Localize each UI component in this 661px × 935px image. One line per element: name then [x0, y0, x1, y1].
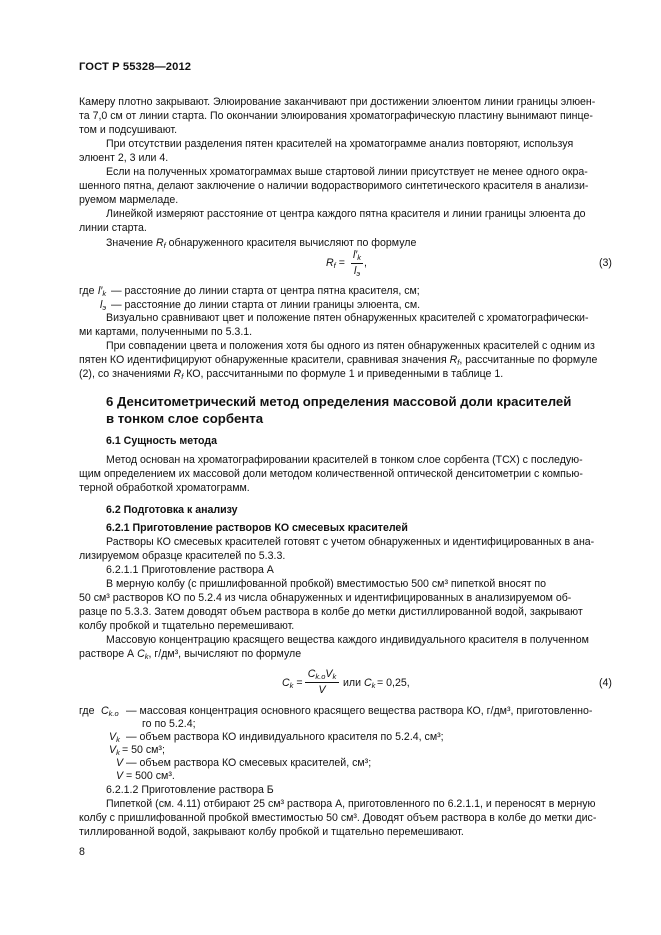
variable-value: = 50 см³; [122, 744, 165, 756]
body-line: терной обработкой хроматограмм. [79, 482, 250, 494]
variable-symbol: V [116, 757, 124, 769]
body-line: лизируемом образце красителей по 5.3.3. [79, 550, 286, 562]
ck-symbol: $C_k$ [137, 648, 149, 661]
variable-description: — расстояние до линии старта от линии границы элюента, см. [111, 299, 421, 311]
intro-line: При отсутствии разделения пятен красителей на хроматограмме анализ повторяют, используя [106, 138, 574, 150]
page-header-title: ГОСТ Р 55328—2012 [79, 61, 192, 73]
variable-symbol: $l_э$ [100, 299, 107, 312]
where-label: где [79, 705, 95, 717]
formula-4-lhs: $C_k$ = [282, 677, 303, 690]
subsection-heading: 6.2 Подготовка к анализу [106, 504, 238, 516]
body-line: разце по 5.3.3. Затем доводят объем раствора в колбе до метки дистиллированной водой, закрывают [79, 606, 583, 618]
rf-symbol: $R_f$ [449, 354, 460, 367]
body-line: колбу пробкой и тщательно перемешивают. [79, 620, 295, 632]
rf-symbol: $R_f$ [173, 368, 184, 381]
formula-3-denominator: $l_э$ [353, 265, 361, 278]
variable-description: — расстояние до линии старта от центра пятна красителя, см; [111, 285, 420, 297]
subsection-heading: 6.2.1.1 Приготовление раствора А [106, 564, 274, 576]
formula-3-number: (3) [599, 257, 612, 269]
where-label: где [79, 285, 95, 297]
body-line: Пипеткой (см. 4.11) отбирают 25 см³ раствора А, приготовленного по 6.2.1.1, и переносят в мерную [106, 798, 596, 810]
body-line: Растворы КО смесевых красителей готовят с учетом обнаруженных и идентифицированных в ана- [106, 536, 595, 548]
formula-4-numerator: $C_{k.o}V_k$ [307, 668, 337, 681]
intro-line: руемом мармеладе. [79, 194, 179, 206]
formula-4-denominator: V [318, 684, 326, 696]
intro-line: Если на полученных хроматограммах выше стартовой линии присутствует не менее одного окра- [106, 166, 588, 178]
formula-4-or: или [343, 677, 362, 689]
formula-4-number: (4) [599, 677, 612, 689]
variable-value: = 500 см³. [126, 770, 175, 782]
intro-line: шенного пятна, делают заключение о наличии водорастворимого синтетического красителя в анализи- [79, 180, 589, 192]
variable-symbol: V [116, 770, 124, 782]
section-6-title: в тонком слое сорбента [106, 411, 264, 426]
formula-4-rhs-value: = 0,25, [377, 677, 410, 689]
page-number: 8 [79, 846, 85, 858]
variable-description: го по 5.2.4; [142, 718, 196, 730]
body-line: (2), со значениями $R_f$ КО, рассчитанными по формуле 1 и приведенными в таблице 1. [79, 368, 504, 381]
body-line: тиллированной водой, закрывают колбу пробкой и тщательно перемешивают. [79, 826, 464, 838]
body-line: Массовую концентрацию красящего вещества каждого индивидуального красителя в полученном [106, 634, 589, 646]
variable-description: — объем раствора КО смесевых красителей, см³; [126, 757, 372, 769]
variable-symbol: $V_k$ [109, 731, 120, 744]
intro-line: Линейкой измеряют расстояние от центра каждого пятна красителя и линии границы элюента до [106, 208, 586, 220]
formula-3-numerator: $l'_k$ [352, 249, 362, 262]
body-line: ми картами, полученными по 5.3.1. [79, 326, 253, 338]
body-line: щим определением их массовой доли методом количественной оптической денситометрии с компью- [79, 468, 583, 480]
intro-line: линии старта. [79, 222, 147, 234]
intro-line: Значение $R_f$ обнаруженного красителя вычисляют по формуле [106, 237, 417, 250]
formula-3-lhs: $R_f$ = [326, 257, 345, 270]
formula-4-rhs-symbol: $C_k$ [364, 677, 376, 690]
intro-line: Камеру плотно закрывают. Элюирование заканчивают при достижении элюентом линии границы элюен- [79, 96, 596, 108]
body-line: колбу с пришлифованной пробкой вместимостью 50 см³. Доводят объем раствора в колбе до метки дис- [79, 812, 597, 824]
body-line: В мерную колбу (с пришлифованной пробкой) вместимостью 500 см³ пипеткой вносят по [106, 578, 547, 590]
variable-symbol: $V_k$ [109, 744, 120, 757]
intro-line: том и подсушивают. [79, 124, 178, 136]
subsection-heading: 6.2.1.2 Приготовление раствора Б [106, 784, 274, 796]
subsection-heading: 6.1 Сущность метода [106, 435, 218, 447]
intro-line: элюент 2, 3 или 4. [79, 152, 169, 164]
body-line: Визуально сравнивают цвет и положение пятен обнаруженных красителей с хроматографически- [106, 312, 589, 324]
formula-3-comma: , [364, 257, 367, 269]
section-6-title: 6 Денситометрический метод определения массовой доли красителей [106, 394, 572, 409]
subsection-heading: 6.2.1 Приготовление растворов КО смесевых красителей [106, 522, 408, 534]
body-line: 50 см³ растворов КО по 5.2.4 из числа обнаруженных и идентифицированных в анализируемом об- [79, 592, 572, 604]
intro-line: та 7,0 см от линии старта. По окончании элюирования хроматографическую пластину вынимают пинце- [79, 110, 593, 122]
body-line: Метод основан на хроматографировании красителей в тонком слое сорбента (ТСХ) с последую- [106, 454, 583, 466]
variable-symbol: $C_{k.o}$ [101, 705, 119, 718]
body-line: пятен КО идентифицируют обнаруженные красители, сравнивая значения $R_f$, рассчитанные по формуле [79, 354, 598, 367]
body-line: растворе А $C_k$, г/дм³, вычисляют по формуле [79, 648, 302, 661]
variable-description: — объем раствора КО индивидуального красителя по 5.2.4, см³; [126, 731, 444, 743]
variable-description: — массовая концентрация основного красящего вещества раствора КО, г/дм³, приготовленно- [126, 705, 593, 717]
rf-symbol: $R_f$ [155, 237, 166, 250]
body-line: При совпадении цвета и положения хотя бы одного из пятен обнаруженных красителей с одним из [106, 340, 595, 352]
variable-symbol: $l'_k$ [98, 285, 107, 298]
